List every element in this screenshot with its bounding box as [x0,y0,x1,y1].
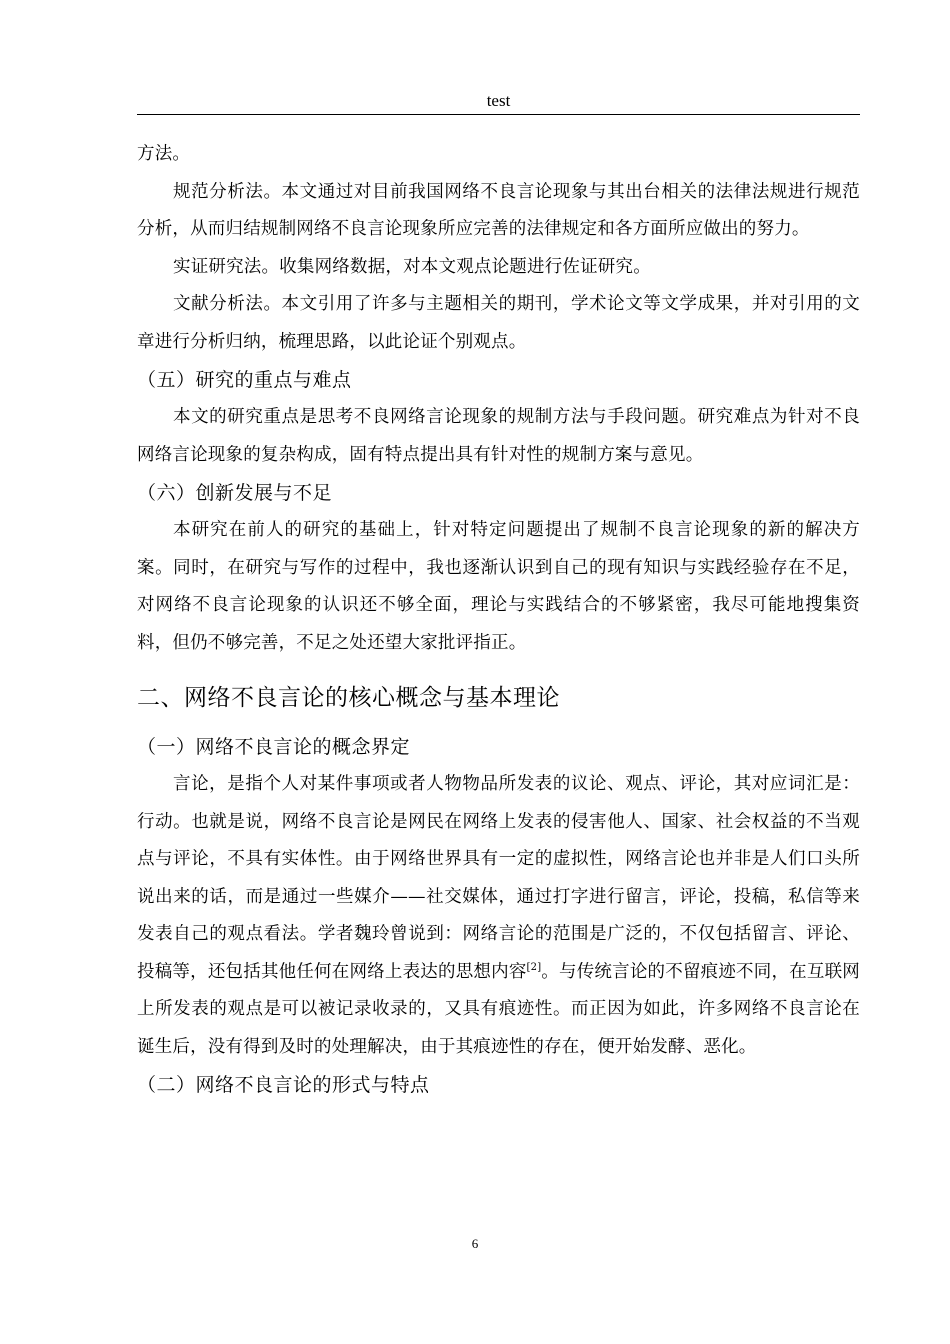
paragraph-methods-end: 方法。 [137,144,191,164]
page-header: test [137,88,860,115]
document-body [137,136,860,1104]
paragraph-concept-text-b: 。与传统言论的不留痕迹不同，在互联网上所发表的观点是可以被记录收录的，又具有痕迹性。而正因为如此，许多网络不良言论在诞生后，没有得到及时的处理解决，由于其痕迹性的存在，便开始发酵、恶化。 [137,961,860,1057]
paragraph-concept-text-a: 言论，是指个人对某件事项或者人物物品所发表的议论、观点、评论，其对应词汇是：行动。也就是说，网络不良言论是网民在网络上发表的侵害他人、国家、社会权益的不当观点与评论，不具有实体性。由于网络世界具有一定的虚拟性，网络言论也并非是人们口头所说出来的话，而是通过一些媒介——社交媒体，通过打字进行留言，评论，投稿，私信等来发表自己的观点看法。学者魏玲曾说到：网络言论的范围是广泛的，不仅包括留言、评论、投稿等，还包括其他任何在网络上表达的思想内容 [137,774,860,982]
chapter-heading: 二、网络不良言论的核心概念与基本理论 [137,685,560,711]
section-heading-innovation: （六）创新发展与不足 [137,482,333,504]
section-heading-focus-difficulty: （五）研究的重点与难点 [137,369,352,391]
paragraph-normative-analysis: 规范分析法。本文通过对目前我国网络不良言论现象与其出台相关的法律法规进行规范分析，从而归结规制网络不良言论现象所应完善的法律规定和各方面所应做出的努力。 [137,181,860,239]
paragraph-innovation: 本研究在前人的研究的基础上，针对特定问题提出了规制不良言论现象的新的解决方案。同时，在研究与写作的过程中，我也逐渐认识到自己的现有知识与实践经验存在不足，对网络不良言论现象的认识还不够全面，理论与实践结合的不够紧密，我尽可能地搜集资料，但仍不够完善，不足之处还望大家批评指正。 [137,520,860,653]
paragraph-empirical-research: 实证研究法。收集网络数据，对本文观点论题进行佐证研究。 [173,256,651,277]
paragraph-focus-difficulty: 本文的研究重点是思考不良网络言论现象的规制方法与手段问题。研究难点为针对不良网络言论现象的复杂构成，固有特点提出具有针对性的规制方案与意见。 [137,407,860,465]
citation-reference: [2] [526,961,542,973]
section-heading-concept: （一）网络不良言论的概念界定 [137,736,411,758]
paragraph-literature-analysis: 文献分析法。本文引用了许多与主题相关的期刊，学术论文等文学成果，并对引用的文章进行分析归纳，梳理思路，以此论证个别观点。 [137,294,860,352]
paragraph-concept [137,766,860,1066]
page-number: 6 [471,1236,479,1251]
section-heading-forms-features: （二）网络不良言论的形式与特点 [137,1074,430,1096]
